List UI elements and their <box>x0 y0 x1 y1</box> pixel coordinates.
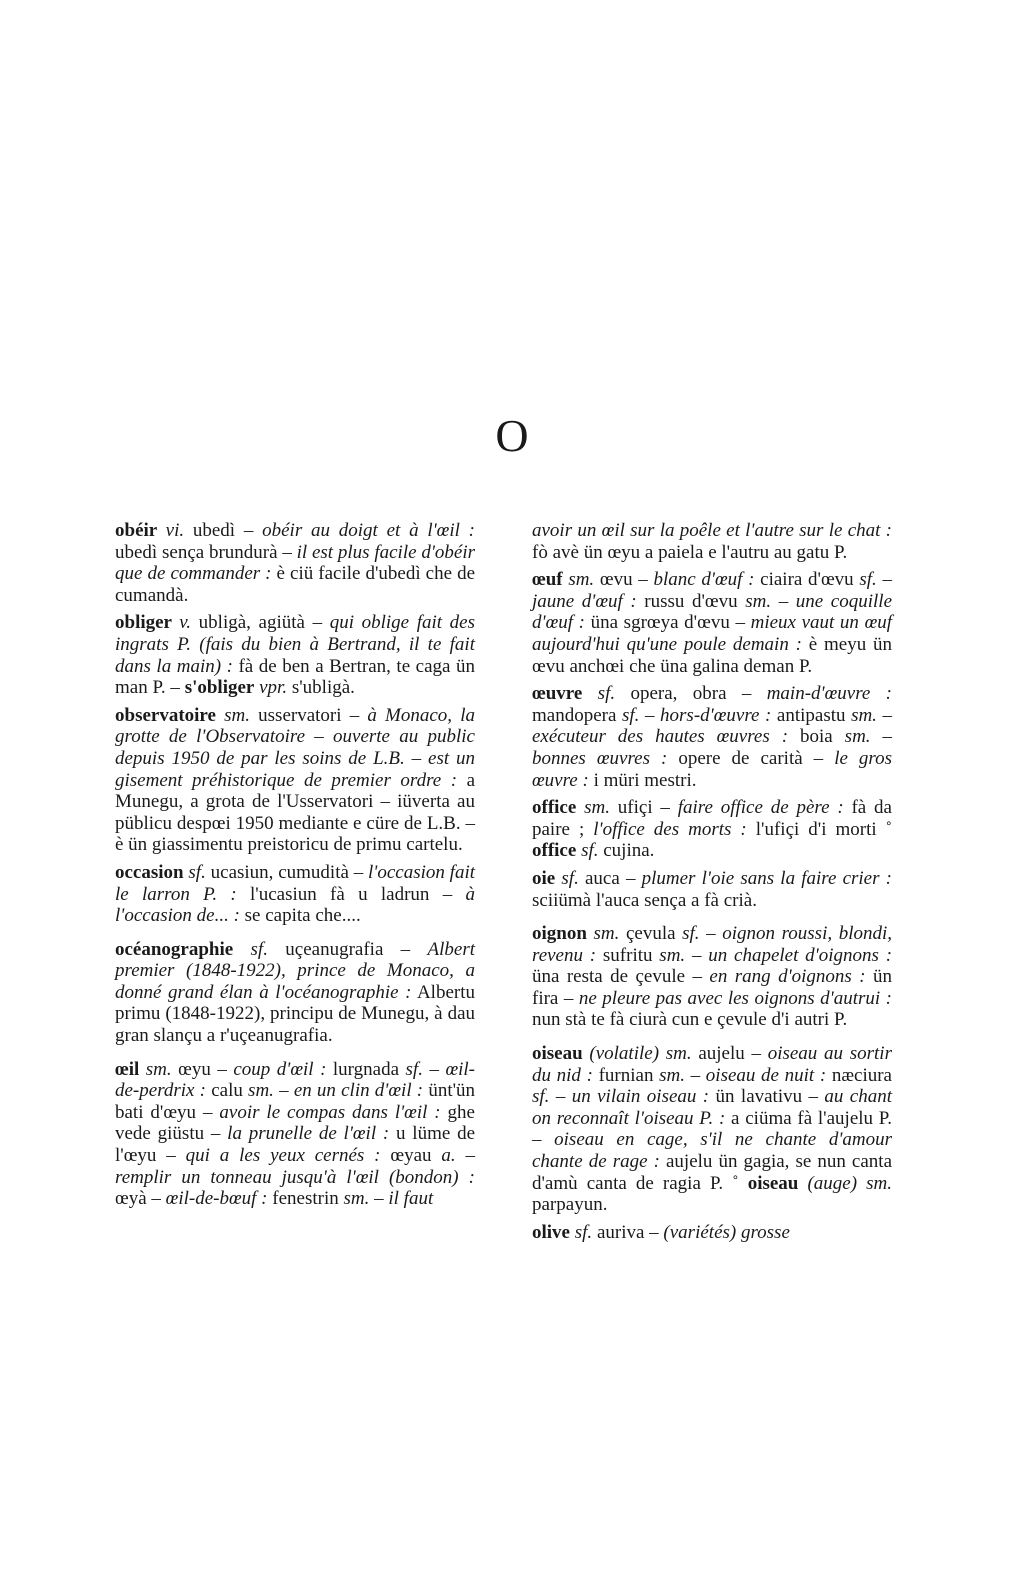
monegasque-text: œvu – <box>594 569 654 591</box>
monegasque-text: opere de carità – <box>667 747 835 769</box>
french-phrase: sf. <box>621 704 640 726</box>
headword: office <box>532 840 577 862</box>
monegasque-text: opera, obra – <box>615 683 767 705</box>
french-phrase: qui a les yeux cernés : <box>185 1145 381 1167</box>
monegasque-text: aujelu – <box>691 1043 768 1065</box>
monegasque-text: næciura <box>826 1064 892 1086</box>
dictionary-entry <box>532 797 892 862</box>
monegasque-text: – <box>422 1058 446 1080</box>
french-phrase: le gros œuvre : <box>532 747 893 791</box>
french-phrase: sm. <box>659 1064 685 1086</box>
monegasque-text: œyà – <box>115 1188 166 1210</box>
monegasque-text: ufiçi – <box>609 797 678 819</box>
monegasque-text: çevula <box>619 923 683 945</box>
monegasque-text: è ciü facile d'ubedì che de cumandà. <box>115 563 475 606</box>
headword: occasion <box>115 861 189 883</box>
left-column <box>115 520 475 1210</box>
monegasque-text: œyau <box>380 1145 442 1167</box>
french-phrase: œil-de-perdrix : <box>115 1058 476 1102</box>
french-phrase: Albert premier (1848-1922), prince de Monaco, a donné grand élan à l'océanographie : <box>115 938 475 1003</box>
french-phrase: sf. <box>188 861 206 883</box>
monegasque-text: calu <box>206 1080 249 1102</box>
headword: œuf <box>532 569 569 591</box>
french-phrase: à Monaco, la grotte de l'Observatoire – ouverte au public depuis 1950 de par les soins de L.B. – est un gisement préhistorique de premier ordre : <box>115 704 475 791</box>
monegasque-text: a Munegu, a grota de l'Usservatori – iüverta au püblicu despœi 1950 mediante e cüre de L.B. – è ün giassimentu preistoricu de primu cartelu. <box>115 769 475 856</box>
monegasque-text: uçeanugrafia – <box>267 938 428 960</box>
french-phrase: oiseau de nuit : <box>705 1064 827 1086</box>
monegasque-text: ubligà, agiütà – <box>191 612 330 634</box>
french-phrase: en rang d'oignons : <box>709 966 866 988</box>
french-phrase: faire office de père : <box>677 797 844 819</box>
french-phrase: sf. <box>581 840 599 862</box>
headword: œil <box>115 1058 146 1080</box>
dictionary-entry <box>115 705 475 856</box>
monegasque-text: l'ufiçi d'i morti ˚ <box>746 818 892 840</box>
french-phrase: au chant on reconnaît l'oiseau P. : <box>532 1086 893 1129</box>
monegasque-text: fà da paire ; <box>532 797 892 840</box>
french-phrase: main-d'œuvre : <box>766 683 892 705</box>
dictionary-entry <box>532 1043 892 1216</box>
french-phrase: avoir un œil sur la poêle et l'autre sur le chat : <box>532 520 892 541</box>
french-phrase: v. <box>179 612 192 634</box>
french-phrase: qui oblige fait des ingrats P. (fais du bien à Bertrand, il te fait dans la main) : <box>115 612 476 677</box>
french-phrase: sf. <box>405 1058 423 1080</box>
monegasque-text: œyu – <box>171 1058 234 1080</box>
french-phrase: œil-de-bœuf : <box>165 1188 268 1210</box>
headword: obéir <box>115 520 166 541</box>
monegasque-text: se capita che.... <box>239 905 361 927</box>
french-phrase: sf. <box>682 923 700 945</box>
french-phrase: sf. <box>574 1221 593 1243</box>
monegasque-text: ghe vede giüstu – <box>115 1101 475 1145</box>
dictionary-entry <box>532 868 892 911</box>
french-phrase: (auge) sm. <box>807 1172 893 1194</box>
monegasque-text: cujina. <box>598 840 655 862</box>
french-phrase: oignon roussi, blondi, revenu : <box>532 923 892 966</box>
monegasque-text: ün fira – <box>532 966 892 1009</box>
section-letter: O <box>495 410 529 461</box>
dictionary-entry <box>532 569 892 677</box>
french-phrase: l'occasion fait le larron P. : <box>115 861 476 905</box>
monegasque-text: Albertu primu (1848-1922), principu de Munegu, à dau gran slançu a r'uçeanugrafia. <box>115 981 475 1047</box>
french-phrase: sm. <box>224 704 250 726</box>
monegasque-text: ünt'ün bati d'œyu – <box>115 1080 476 1123</box>
monegasque-text: u lüme de l'œyu – <box>115 1123 475 1167</box>
french-phrase: sm. <box>851 704 877 726</box>
french-phrase: vpr. <box>259 677 288 699</box>
headword: s'obliger <box>184 677 255 699</box>
monegasque-text: ucasiun, cumudità – <box>205 861 368 883</box>
monegasque-text: s'ubligà. <box>287 677 355 699</box>
dictionary-entry <box>115 612 475 698</box>
monegasque-text: – <box>876 569 892 591</box>
french-phrase: sf. <box>597 683 616 705</box>
french-phrase: sf. <box>250 938 268 960</box>
french-phrase: une coquille d'œuf : <box>532 590 892 634</box>
headword: observatoire <box>115 704 225 726</box>
french-phrase: avoir le compas dans l'œil : <box>219 1101 441 1123</box>
french-phrase: mieux vaut un œuf aujourd'hui qu'une poule demain : <box>532 612 893 655</box>
french-phrase: jaune d'œuf : <box>532 590 637 612</box>
french-phrase: a. <box>441 1145 456 1167</box>
right-column <box>532 520 892 1243</box>
monegasque-text: – <box>699 923 723 945</box>
monegasque-text: usservatori – <box>250 704 368 726</box>
monegasque-text: auca – <box>578 867 642 889</box>
monegasque-text: lurgnada <box>326 1058 406 1080</box>
french-phrase: exécuteur des hautes œuvres : <box>532 726 789 748</box>
dictionary-entry <box>115 1059 475 1210</box>
french-phrase: il est plus facile d'obéir que de commander : <box>115 541 475 585</box>
french-phrase: un chapelet d'oignons : <box>708 944 893 966</box>
french-phrase: plumer l'oie sans la faire crier : <box>641 867 892 889</box>
french-phrase: sm. <box>584 797 610 819</box>
dictionary-entry <box>532 1222 892 1244</box>
french-phrase: sm. <box>248 1080 274 1102</box>
headword: océanographie <box>115 938 251 960</box>
monegasque-text: è meyu ün œvu anchœi che üna galina deman P. <box>532 633 892 677</box>
monegasque-text: i müri mestri. <box>588 769 697 791</box>
monegasque-text: nun stà te fà ciurà cun e çevule d'i autri P. <box>532 1009 848 1031</box>
monegasque-text: – <box>455 1145 475 1167</box>
monegasque-text: – <box>273 1080 294 1102</box>
headword: olive <box>532 1221 575 1243</box>
monegasque-text: – <box>369 1188 389 1210</box>
french-phrase: à l'occasion de... : <box>115 883 476 927</box>
monegasque-text: fà de ben a Bertran, te caga ün man P. – <box>115 655 476 699</box>
french-phrase: hors-d'œuvre : <box>660 704 772 726</box>
french-phrase: sm. <box>145 1058 172 1080</box>
french-phrase: obéir au doigt et à l'œil : <box>262 520 475 541</box>
french-phrase: vi. <box>165 520 185 541</box>
monegasque-text: – <box>685 944 709 966</box>
french-phrase: (variétés) grosse <box>663 1221 790 1243</box>
monegasque-text: sufritu <box>596 944 660 966</box>
french-phrase: sm. <box>659 944 686 966</box>
monegasque-text: russu d'œvu <box>636 590 746 612</box>
french-phrase: oiseau en cage, s'il ne chante d'amour chante de rage : <box>532 1129 892 1173</box>
monegasque-text: – <box>684 1064 706 1086</box>
french-phrase: il faut <box>388 1188 434 1210</box>
monegasque-text: üna resta de çevule – <box>532 966 710 988</box>
monegasque-text: a ciüma fà l'aujelu P. – <box>532 1107 892 1151</box>
french-phrase: sf. <box>561 867 579 889</box>
french-phrase: l'office des morts : <box>593 818 747 840</box>
headword: oignon <box>532 923 594 945</box>
french-phrase: blanc d'œuf : <box>653 569 755 591</box>
headword: oie <box>532 867 562 889</box>
french-phrase: un vilain oiseau : <box>571 1086 710 1108</box>
monegasque-text: – <box>876 704 892 726</box>
headword: oiseau <box>747 1172 799 1194</box>
monegasque-text: auriva – <box>592 1221 664 1243</box>
french-phrase: oiseau au sortir du nid : <box>532 1043 892 1086</box>
monegasque-text: mandopera <box>532 704 622 726</box>
french-phrase: coup d'œil : <box>233 1058 327 1080</box>
monegasque-text: parpayun. <box>532 1194 608 1216</box>
monegasque-text: ubedì sença brundurà – <box>115 541 297 563</box>
monegasque-text: fenestrin <box>267 1188 344 1210</box>
monegasque-text: – <box>549 1086 572 1108</box>
monegasque-text: – <box>870 726 892 748</box>
monegasque-text: aujelu ün gagia, se nun canta d'amù canta de ragia P. ˚ <box>532 1151 893 1194</box>
monegasque-text: antipastu <box>771 704 852 726</box>
monegasque-text: – <box>639 704 661 726</box>
headword: œuvre <box>532 683 598 705</box>
dictionary-entry <box>115 939 475 1047</box>
french-phrase: ne pleure pas avec les oignons d'autrui : <box>578 987 892 1009</box>
dictionary-entry <box>115 520 475 606</box>
french-phrase: sf. <box>859 569 877 591</box>
french-phrase: en un clin d'œil : <box>293 1080 424 1102</box>
french-phrase: la prunelle de l'œil : <box>227 1123 390 1145</box>
french-phrase: sm. <box>844 726 871 748</box>
monegasque-text: furnian <box>592 1064 660 1086</box>
french-phrase: sm. <box>343 1188 370 1210</box>
headword: office <box>532 797 585 819</box>
headword: oiseau <box>532 1043 590 1065</box>
french-phrase: sm. <box>593 923 620 945</box>
french-phrase: remplir un tonneau jusqu'à l'œil (bondon) : <box>115 1166 475 1188</box>
monegasque-text: boia <box>788 726 845 748</box>
dictionary-entry <box>532 683 892 791</box>
monegasque-text: üna sgrœya d'œvu – <box>584 612 751 634</box>
dictionary-entry <box>532 923 892 1031</box>
monegasque-text: – <box>771 590 796 612</box>
french-phrase: sm. <box>568 569 595 591</box>
dictionary-entry <box>532 520 892 563</box>
monegasque-text: ubedì – <box>184 520 263 541</box>
monegasque-text: fò avè ün œyu a paiela e l'autru au gatu P. <box>532 541 848 563</box>
french-phrase: bonnes œuvres : <box>532 747 668 769</box>
monegasque-text: l'ucasiun fà u ladrun – <box>236 883 466 905</box>
french-phrase: sm. <box>745 590 772 612</box>
french-phrase: sf. <box>532 1086 550 1108</box>
dictionary-entry <box>115 862 475 927</box>
french-phrase: (volatile) sm. <box>589 1043 692 1065</box>
headword: obliger <box>115 612 180 634</box>
monegasque-text: ciaira d'œvu <box>754 569 860 591</box>
monegasque-text: sciiümà l'auca sença a fà crià. <box>532 889 757 911</box>
monegasque-text: ün lavativu – <box>709 1086 825 1108</box>
